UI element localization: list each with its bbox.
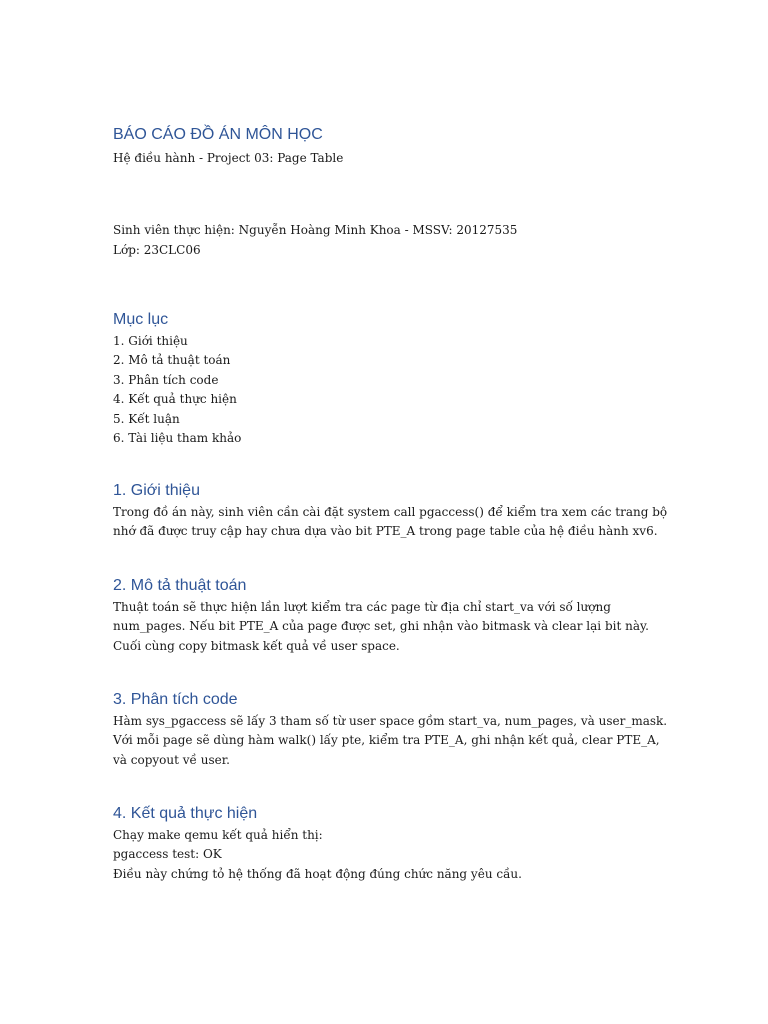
student-info — [113, 220, 517, 260]
section-heading: 3. Phân tích code — [113, 691, 238, 708]
section-body — [113, 826, 673, 884]
body-line: Điều này chứng tỏ hệ thống đã hoạt động đúng chức năng yêu cầu. — [113, 866, 522, 881]
class-line: Lớp: 23CLC06 — [113, 243, 201, 257]
toc-heading: Mục lục — [113, 311, 169, 328]
toc-item: 5. Kết luận — [113, 411, 180, 426]
body-line: Hàm sys_pgaccess sẽ lấy 3 tham số từ user space gồm start_va, num_pages, và user_mask. — [113, 714, 668, 728]
section-heading: 4. Kết quả thực hiện — [113, 805, 258, 822]
student-line: Sinh viên thực hiện: Nguyễn Hoàng Minh Khoa - MSSV: 20127535 — [113, 223, 518, 237]
toc-list — [113, 332, 673, 448]
body-line: num_pages. Nếu bit PTE_A của page được set, ghi nhận vào bitmask và clear lại bit này. — [113, 619, 649, 634]
section-results — [113, 804, 673, 884]
body-line: nhớ đã được truy cập hay chưa dựa vào bit PTE_A trong page table của hệ điều hành xv6. — [113, 524, 658, 539]
section-body — [113, 598, 673, 656]
toc-item: 4. Kết quả thực hiện — [113, 392, 237, 407]
body-line: Thuật toán sẽ thực hiện lần lượt kiểm tra các page từ địa chỉ start_va với số lượng — [113, 600, 611, 614]
toc-item: 6. Tài liệu tham khảo — [113, 431, 242, 446]
toc-item: 2. Mô tả thuật toán — [113, 353, 231, 368]
section-heading: 2. Mô tả thuật toán — [113, 577, 247, 594]
body-line: pgaccess test: OK — [113, 847, 222, 862]
body-line: và copyout về user. — [113, 752, 230, 767]
toc-item: 3. Phân tích code — [113, 372, 219, 387]
body-line: Với mỗi page sẽ dùng hàm walk() lấy pte, kiểm tra PTE_A, ghi nhận kết quả, clear PTE_A, — [113, 733, 660, 748]
section-heading: 1. Giới thiệu — [113, 482, 200, 499]
section-code-analysis — [113, 690, 673, 770]
toc-section — [113, 310, 673, 448]
section-algorithm — [113, 576, 673, 656]
body-line: Trong đồ án này, sinh viên cần cài đặt system call pgaccess() để kiểm tra xem các trang bộ — [113, 505, 668, 519]
body-line: Chạy make qemu kết quả hiển thị: — [113, 828, 323, 842]
body-line: Cuối cùng copy bitmask kết quả về user space. — [113, 638, 400, 653]
document-title: BÁO CÁO ĐỒ ÁN MÔN HỌC — [113, 126, 323, 143]
document-subtitle: Hệ điều hành - Project 03: Page Table — [113, 151, 344, 165]
section-body — [113, 503, 673, 542]
toc-item: 1. Giới thiệu — [113, 334, 188, 348]
section-introduction — [113, 481, 673, 542]
section-body — [113, 712, 673, 770]
